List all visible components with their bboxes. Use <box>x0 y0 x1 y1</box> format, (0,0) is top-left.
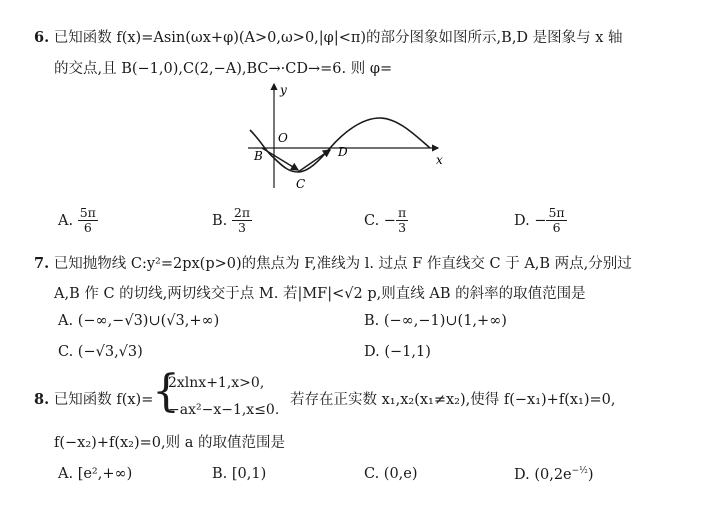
q8-stem-line2: f(−x₂)+f(x₂)=0,则 a 的取值范围是 <box>54 435 285 451</box>
q6-option-b-frac: $\frac{2\pi}{3}$ <box>233 205 251 236</box>
origin-label: O <box>278 131 288 145</box>
q7-stem-line2: A,B 作 C 的切线,两切线交于点 M. 若|MF|<√2 p,则直线 AB 的斜率的取值范围是 <box>54 286 586 302</box>
q8-option-c[interactable]: C. (0,e) <box>364 466 418 482</box>
q8-option-d-base: D. (0,2e <box>514 466 572 483</box>
q7-option-a[interactable]: A. (−∞,−√3)∪(√3,+∞) <box>58 313 220 329</box>
q8-option-a[interactable]: A. [e²,+∞) <box>58 466 133 482</box>
q6-option-b[interactable]: B. $\frac{2\pi}{3}$ <box>212 205 251 236</box>
q7-line1 <box>34 252 632 273</box>
q8-option-b[interactable]: B. [0,1) <box>212 466 267 482</box>
q8-piece1: 2xlnx+1,x>0, <box>168 375 265 391</box>
point-c-label: C <box>296 177 306 191</box>
x-label: x <box>436 153 443 167</box>
q6-option-a[interactable]: A. $\frac{5\pi}{6}$ <box>58 205 96 236</box>
point-d-label: D <box>338 145 348 159</box>
q8-piece2: −ax²−x−1,x≤0. <box>168 402 280 418</box>
q8-number: 8. <box>34 391 50 408</box>
q6-stem-line1: 已知函数 f(x)=Asin(ωx+φ)(A>0,ω>0,|φ|<π)的部分图象如图所示,B,D 是图象与 x 轴 <box>53 30 623 46</box>
vector-cd <box>298 150 330 172</box>
q6-option-a-frac: $\frac{5\pi}{6}$ <box>79 205 96 236</box>
q7-option-d[interactable]: D. (−1,1) <box>364 344 431 360</box>
piecewise-brace: { <box>152 366 180 417</box>
q6-graph <box>240 80 460 200</box>
q6-option-c-frac: $\frac{\pi}{3}$ <box>397 205 407 236</box>
q7-number: 7. <box>34 255 50 272</box>
q8-line1 <box>34 388 153 409</box>
q8-suffix: 若存在正实数 x₁,x₂(x₁≠x₂),使得 f(−x₁)+f(x₁)=0, <box>290 392 616 408</box>
q6-stem-line2: 的交点,且 B(−1,0),C(2,−A),BC→·CD→=6. 则 φ= <box>54 61 393 77</box>
q8-option-d-exponent: −½ <box>571 466 588 476</box>
q7-option-b[interactable]: B. (−∞,−1)∪(1,+∞) <box>364 313 507 329</box>
q6-number: 6. <box>34 29 50 46</box>
q8-option-d-close: ) <box>587 466 594 483</box>
q6-option-d-frac: $\frac{5\pi}{6}$ <box>548 205 565 236</box>
q7-option-c[interactable]: C. (−√3,√3) <box>58 344 143 360</box>
q6-line1 <box>34 26 623 47</box>
point-b-label: B <box>254 149 263 163</box>
q8-prefix: 已知函数 f(x)= <box>53 392 154 408</box>
q6-option-c[interactable]: C. − $\frac{\pi}{3}$ <box>364 205 407 236</box>
q7-stem-line1: 已知抛物线 C:y²=2px(p>0)的焦点为 F,准线为 l. 过点 F 作直线交 C 于 A,B 两点,分别过 <box>53 256 632 272</box>
q8-option-d[interactable] <box>514 466 594 483</box>
q6-option-d[interactable]: D. − $\frac{5\pi}{6}$ <box>514 205 565 236</box>
vector-bc <box>262 148 298 170</box>
y-label: y <box>280 83 287 97</box>
